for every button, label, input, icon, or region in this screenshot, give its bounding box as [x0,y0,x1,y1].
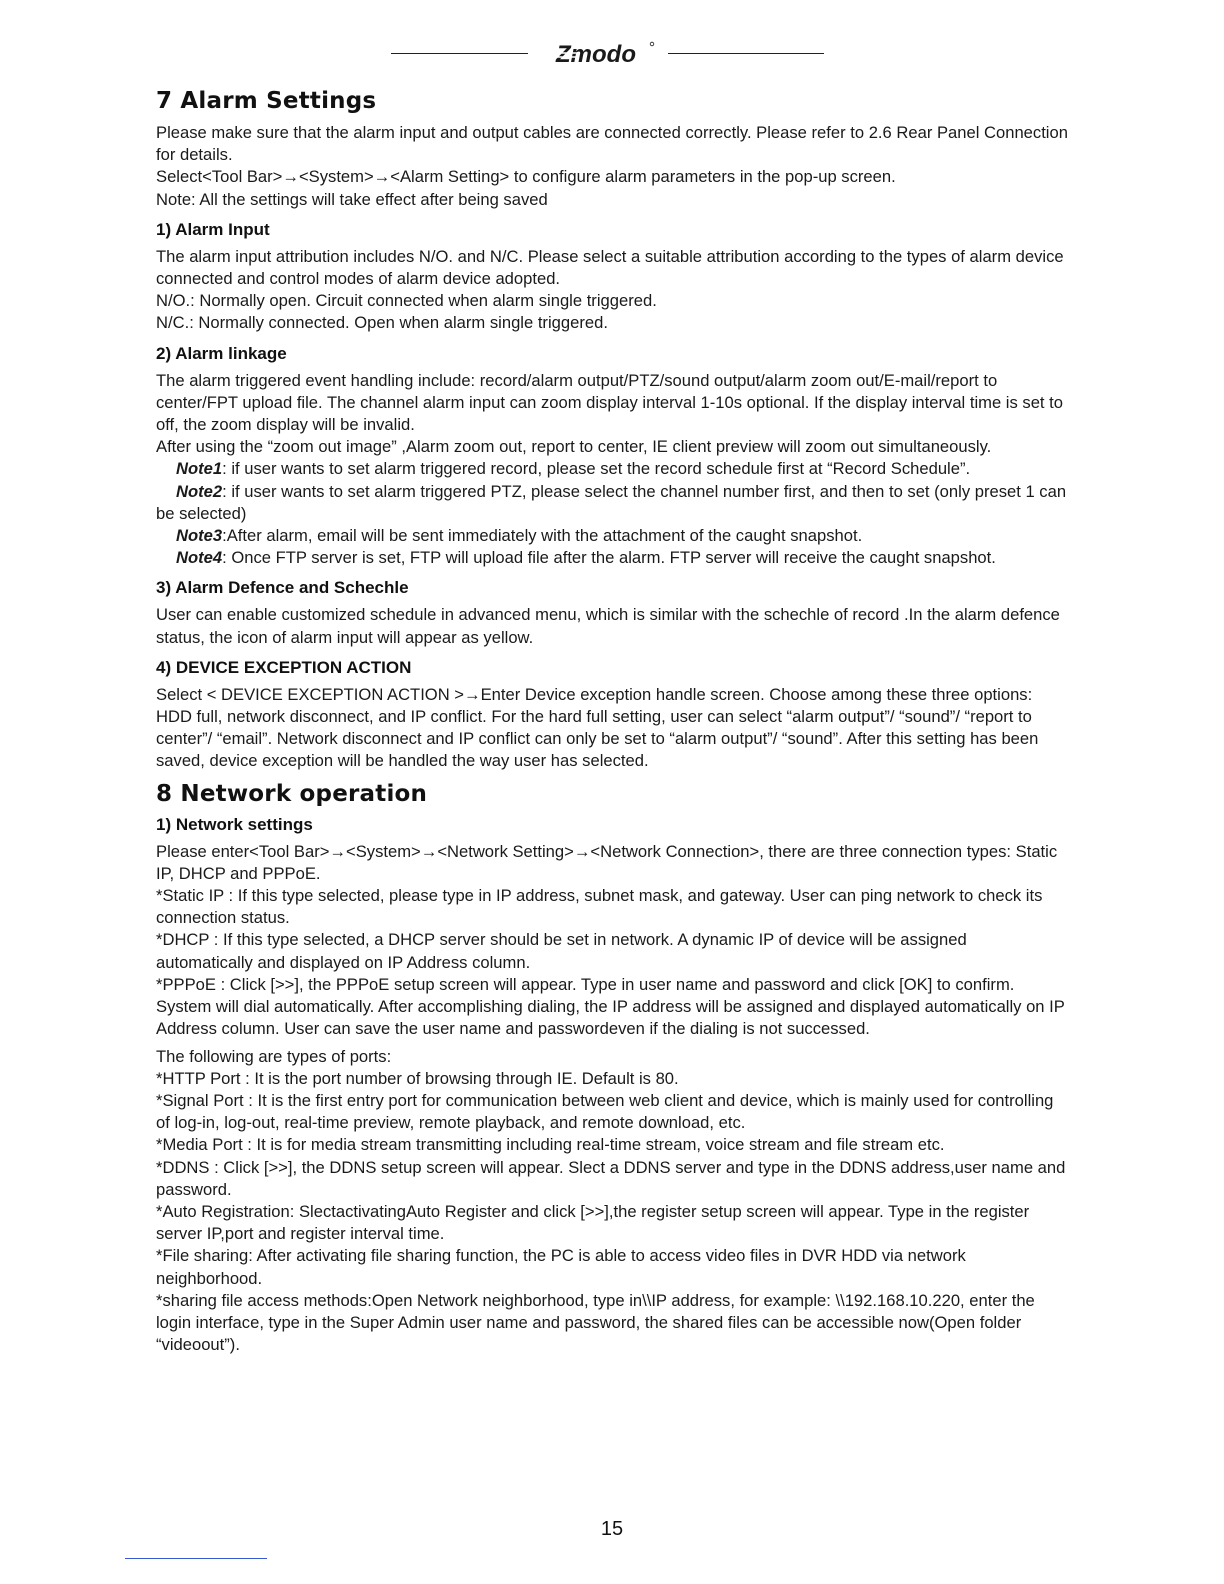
paragraph: *File sharing: After activating file sharing function, the PC is able to access video files in DVR HDD via network neighborhood. [156,1246,966,1288]
paragraph: N/O.: Normally open. Circuit connected when alarm single triggered. [156,291,657,311]
page-header [0,36,1224,72]
paragraph: Please enter<Tool Bar>→<System>→<Network Setting>→<Network Connection>, there are three connection types: Static IP, DHCP and PPPoE. [156,841,1058,883]
header-rule-right [668,53,824,54]
paragraph: *Media Port : It is for media stream transmitting including real-time stream, voice stream and file stream etc. [156,1135,945,1155]
paragraph: Select<Tool Bar>→<System>→<Alarm Setting> to configure alarm parameters in the pop-up screen. [156,167,896,187]
note-text: : if user wants to set alarm triggered record, please set the record schedule first at “Record Schedule”. [222,459,971,479]
header-rule-left [391,53,528,54]
page-number: 15 [600,1518,624,1540]
paragraph: N/C.: Normally connected. Open when alarm single triggered. [156,313,608,333]
paragraph: *DHCP : If this type selected, a DHCP server should be set in network. A dynamic IP of device will be assigned automatically and displayed on IP Address column. [156,930,967,972]
note-label: Note3 [176,526,223,546]
note-paragraph [156,481,1068,525]
paragraph: Select < DEVICE EXCEPTION ACTION >→Enter Device exception handle screen. Choose among these three options: HDD full, network disconnect, and IP conflict. For the hard full setting, user can select “alarm output”/ “sound”/ “report to center”/ “email”. Network disconnect and IP conflict can only be set to “alarm output”/ “sound”. After this setting has been saved, device exception will be handled the way user has selected. [156,684,1039,771]
paragraph: After using the “zoom out image” ,Alarm zoom out, report to center, IE client preview will zoom out simultaneously. [156,437,992,457]
paragraph: The alarm triggered event handling include: record/alarm output/PTZ/sound output/alarm zoom out/E-mail/report to center/FPT upload file. The channel alarm input can zoom display interval 1-10s optional. If the display interval time is set to off, the zoom display will be invalid. [156,370,1063,435]
zmodo-logo [548,38,660,68]
note-text: : Once FTP server is set, FTP will upload file after the alarm. FTP server will receive the caught snapshot. [222,548,996,568]
paragraph: Note: All the settings will take effect after being saved [156,189,548,209]
paragraph: *HTTP Port : It is the port number of browsing through IE. Default is 80. [156,1068,679,1088]
paragraph: The alarm input attribution includes N/O. and N/C. Please select a suitable attribution according to the types of alarm device connected and control modes of alarm device adopted. [156,246,1064,289]
subsection-title: 2) Alarm linkage [156,343,287,363]
section-7-title: 7 Alarm Settings [156,88,377,114]
subsection-title: 3) Alarm Defence and Schechle [156,578,409,598]
paragraph: *sharing file access methods:Open Network neighborhood, type in\\IP address, for example: \\192.168.10.220, enter the login interface, type in the Super Admin user name and password, the shared files can be accessible now(Open folder “videoout”). [156,1290,1035,1355]
footer-rule [125,1558,267,1559]
note-text: :After alarm, email will be sent immediately with the attachment of the caught snapshot. [222,526,863,546]
note-paragraph [156,547,1068,569]
subsection-title: 4) DEVICE EXCEPTION ACTION [156,657,412,677]
paragraph: *Static IP : If this type selected, please type in IP address, subnet mask, and gateway. User can ping network to check its connection status. [156,886,1043,928]
paragraph: *Signal Port : It is the first entry port for communication between web client and device, which is mainly used for controlling of log-in, log-out, real-time preview, remote playback, and remote download, etc. [156,1090,1054,1133]
paragraph: Please make sure that the alarm input and output cables are connected correctly. Please refer to 2.6 Rear Panel Connection for details. [156,123,1068,165]
svg-text:Zmodo: Zmodo [556,41,636,68]
note-paragraph [156,525,1068,547]
note-text: : if user wants to set alarm triggered PTZ, please select the channel number first, and then to set (only preset 1 can be selected) [156,481,1067,523]
paragraph: The following are types of ports: [156,1046,392,1066]
paragraph: User can enable customized schedule in advanced menu, which is similar with the schechle of record .In the alarm defence status, the icon of alarm input will appear as yellow. [156,605,1060,647]
note-label: Note2 [176,481,223,501]
note-paragraph [156,458,1068,480]
page-content [156,88,1068,1356]
paragraph: *PPPoE : Click [>>], the PPPoE setup screen will appear. Type in user name and password and click [OK] to confirm. System will dial automatically. After accomplishing dialing, the IP address will be assigned and displayed automatically on IP Address column. User can save the user name and passwordeven if the dialing is not successed. [156,974,1065,1039]
subsection-title: 1) Alarm Input [156,219,270,239]
paragraph: *DDNS : Click [>>], the DDNS setup screen will appear. Slect a DDNS server and type in the DDNS address,user name and password. [156,1157,1066,1199]
subsection-title: 1) Network settings [156,814,313,834]
paragraph: *Auto Registration: SlectactivatingAuto Register and click [>>],the register setup screen will appear. Type in the register server IP,port and register interval time. [156,1201,1030,1244]
note-label: Note4 [176,548,223,568]
section-8-title: 8 Network operation [156,780,428,807]
note-label: Note1 [176,459,223,479]
